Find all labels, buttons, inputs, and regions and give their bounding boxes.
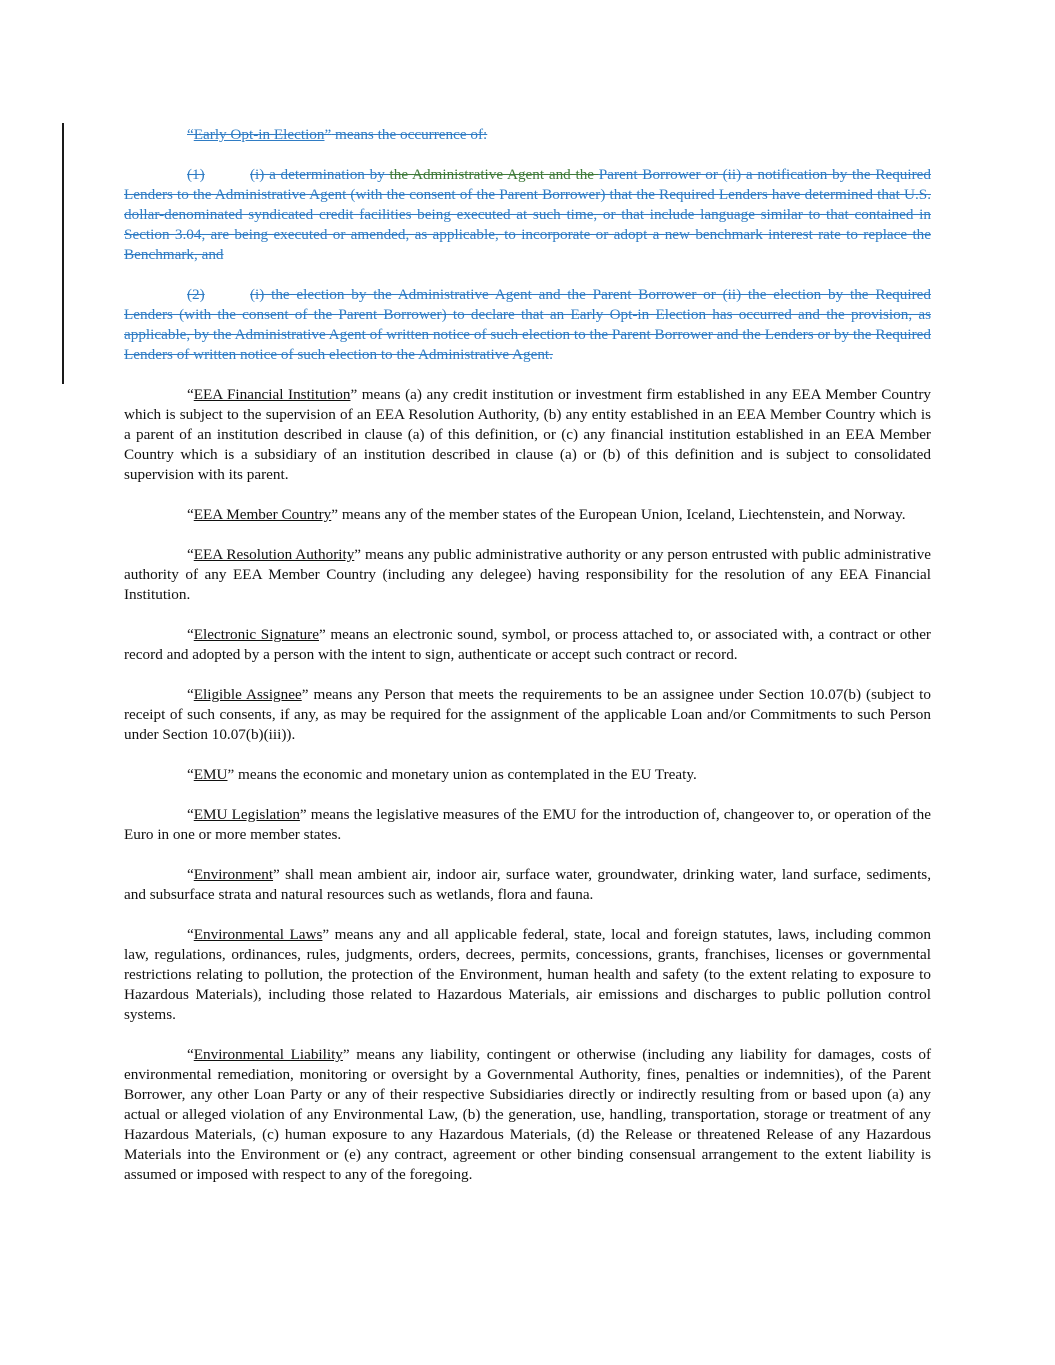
defined-term: Environmental Laws: [193, 926, 323, 943]
definition-environment: [124, 865, 931, 905]
close-quote: ”: [342, 1046, 350, 1063]
close-quote: ”: [318, 626, 326, 643]
definition-emu: [124, 765, 931, 785]
defined-term: Environmental Liability: [193, 1046, 343, 1063]
clause-number: (1): [187, 166, 205, 183]
close-quote: ”: [301, 686, 309, 703]
open-quote: “: [187, 766, 194, 783]
document-body: [124, 125, 931, 1205]
definition-text: means (a) any credit institution or investment firm established in any EEA Member Country which is subject to the supervision of an EEA Resolution Authority, (b) any entity established in an EEA Member Country which is a parent of an institution described in clause (a) of this definition, or (c) any financial institution established in an EEA Member Country which is a subsidiary of an institution described in clause (a) or (b) of this definition and is subject to consolidated supervision with its parent.: [124, 386, 931, 483]
open-quote: “: [187, 506, 194, 523]
clause-text-a: (i) a determination by: [250, 166, 390, 183]
definition-text: means any liability, contingent or otherwise (including any liability for damages, costs of environmental remediation, monitoring or oversight by a Governmental Authority, fines, penalties or indemnities), of the Parent Borrower, any other Loan Party or any of their respective Subsidiaries directly or indirectly resulting from or based upon (a) any actual or alleged violation of any Environmental Law, (b) the generation, use, handling, transportation, storage or treatment of any Hazardous Materials, (c) human exposure to any Hazardous Materials, (d) the Release or threatened Release of any Hazardous Materials into the Environment or (e) any contract, agreement or other binding consensual arrangement to the extent liability is assumed or imposed with respect to any of the foregoing.: [124, 1046, 931, 1183]
close-quote: ”: [350, 386, 358, 403]
open-quote: “: [187, 686, 194, 703]
open-quote: “: [187, 126, 194, 143]
definition-eea-resolution-authority: [124, 545, 931, 605]
definition-eea-financial-institution: [124, 385, 931, 485]
definition-text: means any Person that meets the requirements to be an assignee under Section 10.07(b) (subject to receipt of such consents, if any, as may be required for the assignment of the applicable Loan and/or Commitments to such Person under Section 10.07(b)(iii)).: [124, 686, 931, 743]
open-quote: “: [187, 386, 194, 403]
open-quote: “: [187, 546, 194, 563]
definition-text: means the legislative measures of the EMU for the introduction of, changeover to, or operation of the Euro in one or more member states.: [124, 806, 932, 843]
defined-term: EEA Resolution Authority: [193, 546, 355, 563]
open-quote: “: [187, 866, 194, 883]
clause-text-b: Parent Borrower or (ii) a notification by the Required Lenders to the Administrative Agent (with the consent of the Parent Borrower) that the Required Lenders have determined that U.S. dollar-denominated syndicated credit facilities being executed at such time, or that include language similar to that contained in Section 3.04, are being executed or amended, as applicable, to incorporate or adopt a new benchmark interest rate to replace the Benchmark, and: [124, 166, 931, 263]
defined-term: EMU Legislation: [193, 806, 300, 823]
close-quote: ”: [322, 926, 330, 943]
definition-eea-member-country: [124, 505, 931, 525]
close-quote: ”: [331, 506, 339, 523]
close-quote: ”: [324, 126, 332, 143]
definition-text: means any and all applicable federal, state, local and foreign statutes, laws, including common law, regulations, ordinances, rules, judgments, orders, decrees, permits, concessions, grants, franchises, licenses or governmental restrictions relating to pollution, the protection of the Environment, human health and safety (to the extent relating to exposure to Hazardous Materials), including those related to Hazardous Materials, air emissions and discharges to public pollution control systems.: [124, 926, 931, 1023]
definition-text: means an electronic sound, symbol, or process attached to, or associated with, a contract or other record and adopted by a person with the intent to sign, authenticate or accept such contract or record.: [124, 626, 931, 663]
clause-number: (2): [187, 286, 205, 303]
definition-text: means the economic and monetary union as contemplated in the EU Treaty.: [234, 766, 697, 783]
close-quote: ”: [299, 806, 307, 823]
open-quote: “: [187, 806, 194, 823]
defined-term: EEA Financial Institution: [193, 386, 351, 403]
defined-term: Early Opt-in Election: [193, 126, 325, 143]
clause-text-moved-deletion: the Administrative Agent and the: [389, 166, 599, 183]
revision-change-bar: [62, 123, 64, 384]
definition-text: means the occurrence of:: [331, 126, 488, 143]
close-quote: ”: [354, 546, 362, 563]
defined-term: Electronic Signature: [193, 626, 319, 643]
defined-term: EEA Member Country: [193, 506, 332, 523]
defined-term: Eligible Assignee: [193, 686, 302, 703]
close-quote: ”: [227, 766, 235, 783]
deleted-definition-early-opt-in-election: [124, 125, 931, 145]
open-quote: “: [187, 626, 194, 643]
definition-text: shall mean ambient air, indoor air, surface water, groundwater, drinking water, land surface, sediments, and subsurface strata and natural resources such as wetlands, flora and fauna.: [124, 866, 931, 903]
definition-text: means any of the member states of the European Union, Iceland, Liechtenstein, and Norway.: [338, 506, 906, 523]
definition-text: means any public administrative authority or any person entrusted with public administrative authority of any EEA Member Country (including any delegee) having responsibility for the resolution of any EEA Financial Institution.: [124, 546, 931, 603]
deleted-clause-2: [124, 285, 931, 365]
defined-term: EMU: [193, 766, 228, 783]
deleted-clause-1: [124, 165, 931, 265]
definition-environmental-liability: [124, 1045, 931, 1185]
definition-emu-legislation: [124, 805, 931, 845]
definition-electronic-signature: [124, 625, 931, 665]
open-quote: “: [187, 1046, 194, 1063]
close-quote: ”: [273, 866, 280, 883]
defined-term: Environment: [193, 866, 274, 883]
definition-environmental-laws: [124, 925, 931, 1025]
clause-text: (i) the election by the Administrative Agent and the Parent Borrower or (ii) the election by the Required Lenders (with the consent of the Parent Borrower) to declare that an Early Opt-in Election has occurred and the provision, as applicable, by the Administrative Agent of written notice of such election to the Parent Borrower and the Lenders or by the Required Lenders of written notice of such election to the Administrative Agent.: [124, 286, 931, 363]
open-quote: “: [187, 926, 194, 943]
definition-eligible-assignee: [124, 685, 931, 745]
